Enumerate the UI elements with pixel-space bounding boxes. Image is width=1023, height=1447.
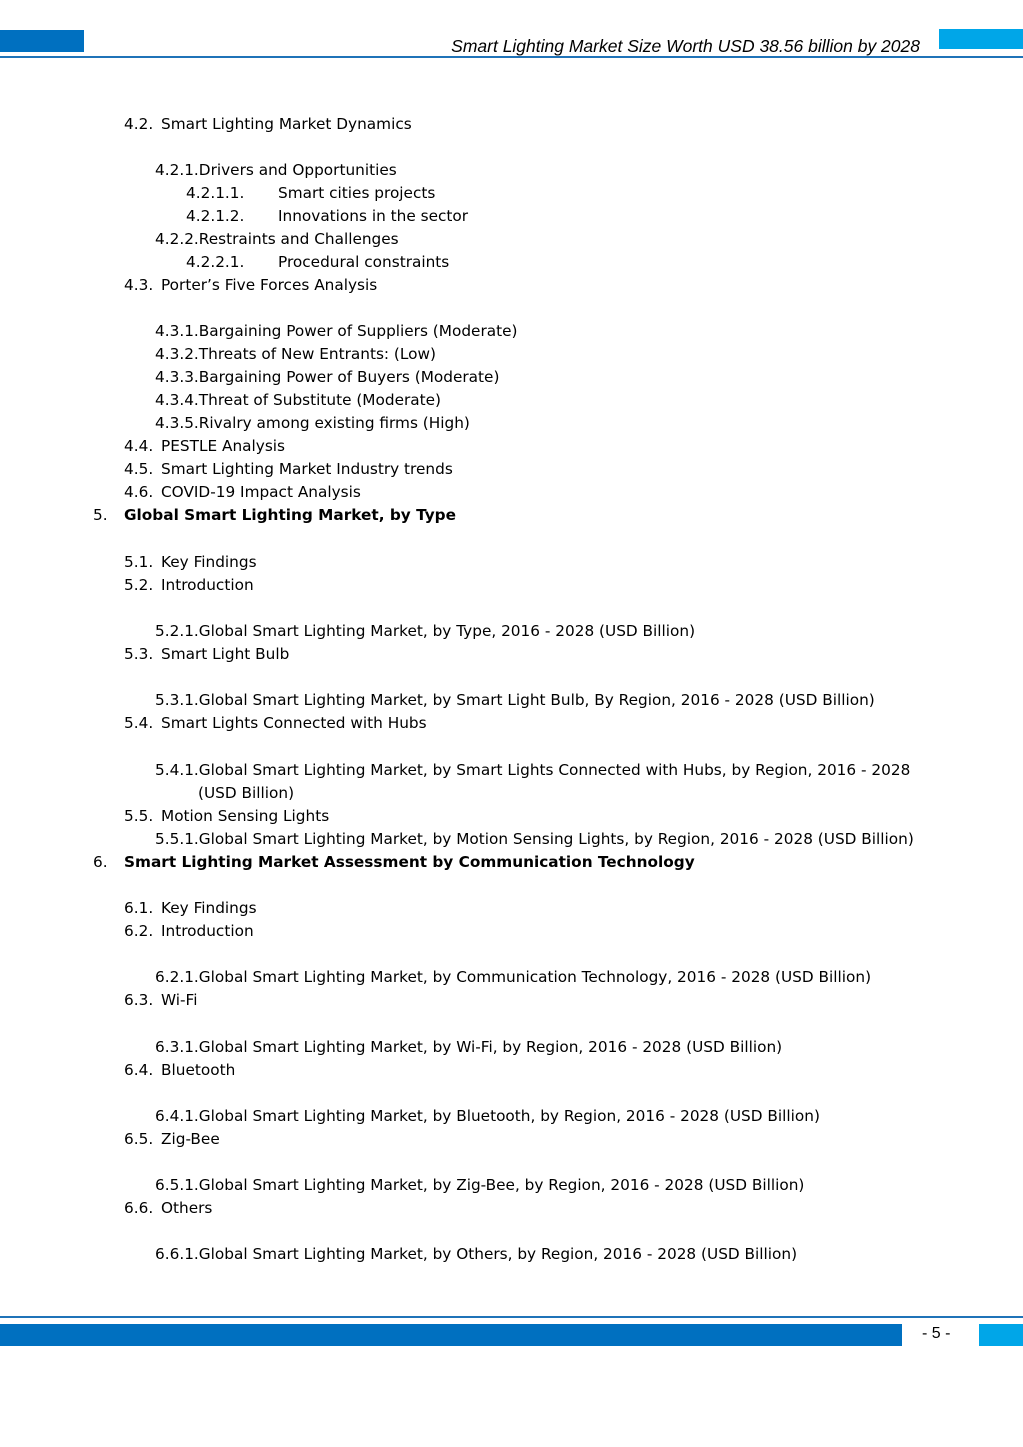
footer-bar-right <box>979 1324 1023 1346</box>
toc-line-4-5: 4.5. Smart Lighting Market Industry trends <box>124 460 453 478</box>
header-block-right <box>939 29 1023 49</box>
toc-line-4-4: 4.4. PESTLE Analysis <box>124 437 286 455</box>
toc-line-4-3-3: 4.3.3.Bargaining Power of Buyers (Moderate) <box>155 368 500 386</box>
header-block-left <box>0 30 84 52</box>
toc-section-6: 6. Smart Lighting Market Assessment by Communication Technology <box>93 853 695 871</box>
toc-line-5-2: 5.2. Introduction <box>124 576 254 594</box>
header-title: Smart Lighting Market Size Worth USD 38.56 billion by 2028 <box>451 36 920 56</box>
toc-line-6-5-1: 6.5.1.Global Smart Lighting Market, by Zig-Bee, by Region, 2016 - 2028 (USD Billion) <box>155 1176 805 1194</box>
toc-line-5-4-1: 5.4.1.Global Smart Lighting Market, by Smart Lights Connected with Hubs, by Region, 2016 - 2028 <box>155 761 911 779</box>
toc-line-4-2-2: 4.2.2.Restraints and Challenges <box>155 230 399 248</box>
toc-line-5-5-1: 5.5.1.Global Smart Lighting Market, by Motion Sensing Lights, by Region, 2016 - 2028 (USD Billion) <box>155 830 914 848</box>
toc-line-4-3-1: 4.3.1.Bargaining Power of Suppliers (Moderate) <box>155 322 518 340</box>
toc-section-5: 5. Global Smart Lighting Market, by Type <box>93 506 456 524</box>
toc-line-5-3-1: 5.3.1.Global Smart Lighting Market, by Smart Light Bulb, By Region, 2016 - 2028 (USD Billion) <box>155 691 875 709</box>
toc-line-4-3: 4.3. Porter’s Five Forces Analysis <box>124 276 378 294</box>
toc-line-6-4: 6.4. Bluetooth <box>124 1061 236 1079</box>
toc-line-6-5: 6.5. Zig-Bee <box>124 1130 220 1148</box>
toc-line-6-2: 6.2. Introduction <box>124 922 254 940</box>
toc-line-5-1: 5.1. Key Findings <box>124 553 257 571</box>
toc-line-4-2-1-2: 4.2.1.2. Innovations in the sector <box>186 207 469 225</box>
toc-line-4-2-2-1: 4.2.2.1. Procedural constraints <box>186 253 450 271</box>
toc-line-5-3: 5.3. Smart Light Bulb <box>124 645 290 663</box>
toc-line-6-4-1: 6.4.1.Global Smart Lighting Market, by Bluetooth, by Region, 2016 - 2028 (USD Billion) <box>155 1107 820 1125</box>
footer-bar-left <box>0 1324 902 1346</box>
toc-line-4-3-5: 4.3.5.Rivalry among existing firms (High) <box>155 414 470 432</box>
toc-line-4-2-1: 4.2.1.Drivers and Opportunities <box>155 161 397 179</box>
toc-line-6-1: 6.1. Key Findings <box>124 899 257 917</box>
toc-line-6-3: 6.3. Wi-Fi <box>124 991 198 1009</box>
toc-line-5-4-1-cont: (USD Billion) <box>198 784 295 802</box>
toc-line-4-3-2: 4.3.2.Threats of New Entrants: (Low) <box>155 345 436 363</box>
toc-line-4-6: 4.6. COVID-19 Impact Analysis <box>124 483 361 501</box>
toc-line-4-2-1-1: 4.2.1.1. Smart cities projects <box>186 184 436 202</box>
toc-line-5-5: 5.5. Motion Sensing Lights <box>124 807 330 825</box>
toc-line-5-4: 5.4. Smart Lights Connected with Hubs <box>124 714 427 732</box>
toc-line-6-6: 6.6. Others <box>124 1199 213 1217</box>
toc-line-6-6-1: 6.6.1.Global Smart Lighting Market, by Others, by Region, 2016 - 2028 (USD Billion) <box>155 1245 798 1263</box>
toc-line-6-2-1: 6.2.1.Global Smart Lighting Market, by Communication Technology, 2016 - 2028 (USD Billion) <box>155 968 872 986</box>
page-number: - 5 - <box>922 1325 951 1342</box>
toc-line-4-3-4: 4.3.4.Threat of Substitute (Moderate) <box>155 391 442 409</box>
footer-rule <box>0 1316 1023 1318</box>
toc-line-5-2-1: 5.2.1.Global Smart Lighting Market, by Type, 2016 - 2028 (USD Billion) <box>155 622 696 640</box>
toc-line-4-2: 4.2. Smart Lighting Market Dynamics <box>124 115 412 133</box>
header-rule <box>0 56 1023 58</box>
toc-line-6-3-1: 6.3.1.Global Smart Lighting Market, by Wi-Fi, by Region, 2016 - 2028 (USD Billion) <box>155 1038 783 1056</box>
